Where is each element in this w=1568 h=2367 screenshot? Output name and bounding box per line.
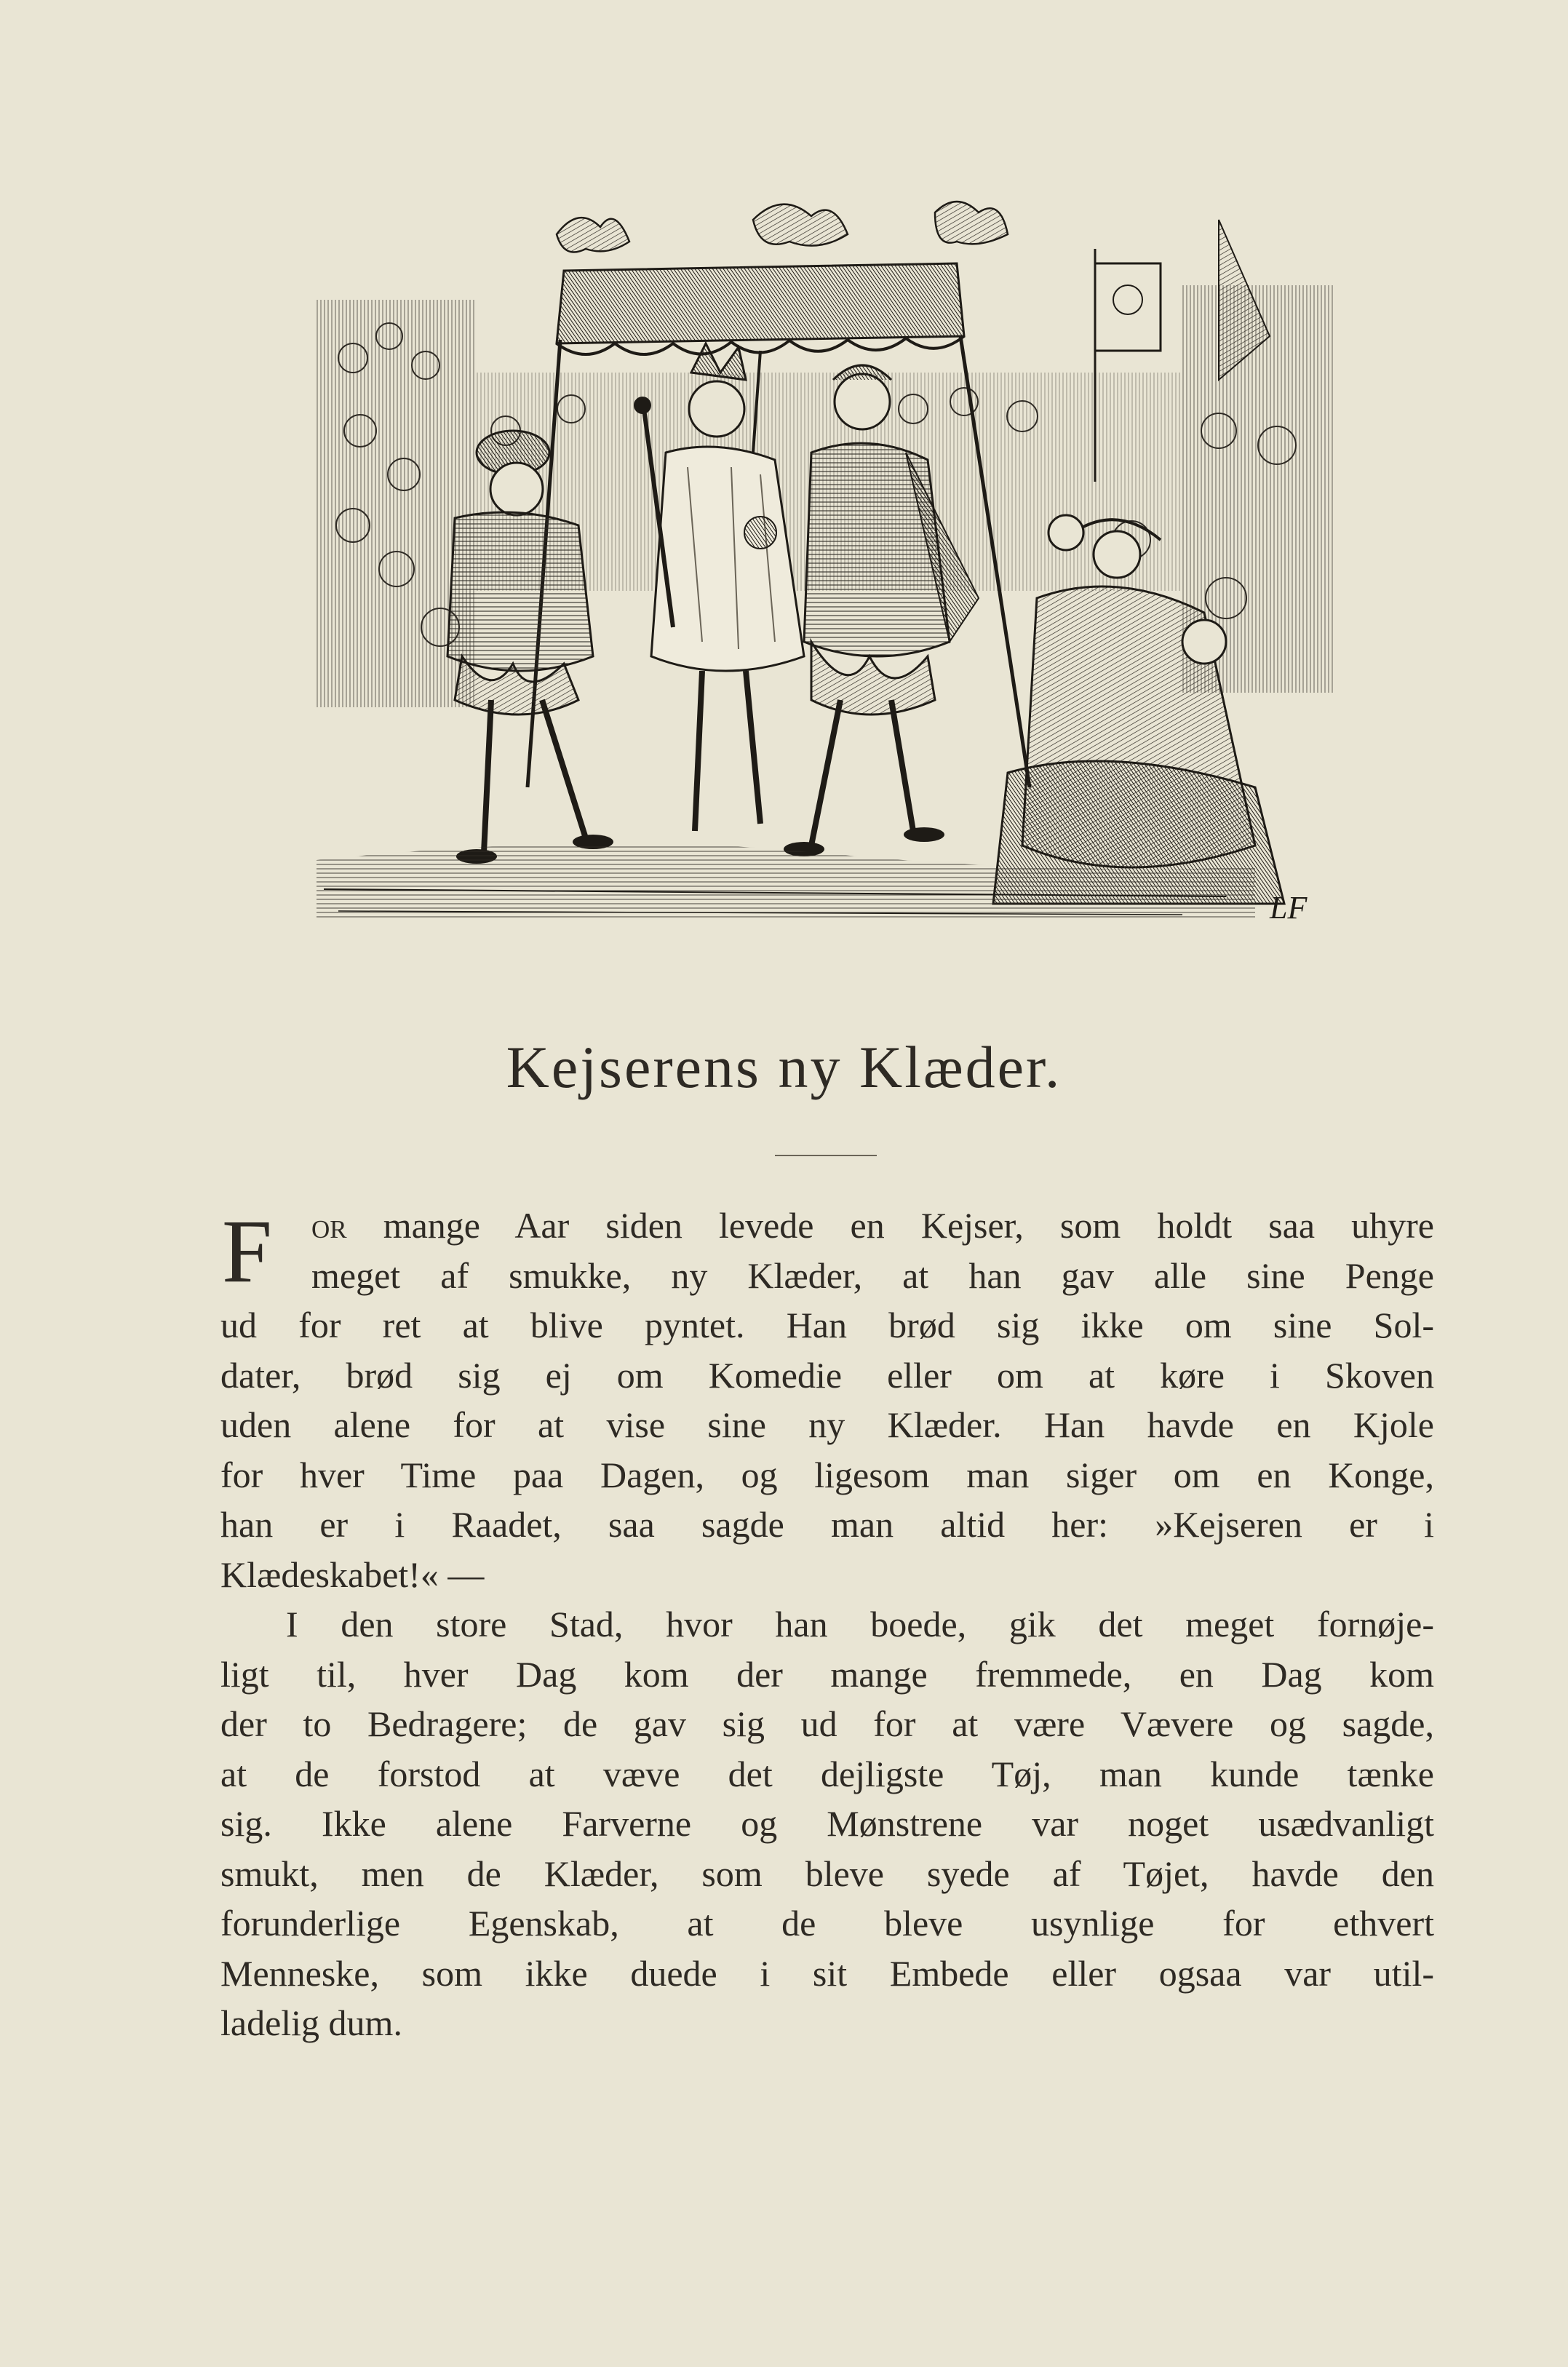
text-line: dater, brød sig ej om Komedie eller om at køre i Skoven xyxy=(220,1354,1434,1396)
illustrator-signature: LF xyxy=(1270,890,1308,926)
text-line: ud for ret at blive pyntet. Han brød sig ikke om sine Sol- xyxy=(220,1305,1434,1345)
text-line: at de forstod at væve det dejligste Tøj, man kunde tænke xyxy=(220,1753,1434,1794)
text-line: I den store Stad, hvor han boede, gik det meget fornøje- xyxy=(286,1604,1434,1644)
text-line: forunderlige Egenskab, at de bleve usynlige for ethvert xyxy=(220,1903,1434,1944)
story-body xyxy=(220,1201,1434,2048)
story-title: Kejserens ny Klæder. xyxy=(506,1034,1062,1100)
first-word-rest: or xyxy=(311,1205,347,1246)
text-line: sig. Ikke alene Farverne og Mønstrene var noget usædvanligt xyxy=(220,1803,1434,1844)
text-line: Klædeskabet!« — xyxy=(220,1554,485,1595)
title-divider xyxy=(775,1155,877,1156)
text-line: smukt, men de Klæder, som bleve syede af Tøjet, havde den xyxy=(220,1853,1434,1894)
text-line: Menneske, som ikke duede i sit Embede eller ogsaa var util- xyxy=(220,1952,1434,1994)
drop-cap: F xyxy=(222,1201,272,1301)
text-line: or mange Aar siden levede en Kejser, som holdt saa uhyre xyxy=(311,1205,1435,1246)
text-line: ligt til, hver Dag kom der mange fremmede, en Dag kom xyxy=(220,1653,1434,1695)
procession-illustration xyxy=(309,191,1342,933)
text-line: meget af smukke, ny Klæder, at han gav alle sine Penge xyxy=(311,1254,1434,1296)
text-line: der to Bedragere; de gav sig ud for at være Vævere og sagde, xyxy=(220,1703,1434,1744)
text-line: ladelig dum. xyxy=(220,2002,402,2043)
text-line: han er i Raadet, saa sagde man altid her: »Kejseren er i xyxy=(220,1504,1434,1545)
text-line: uden alene for at vise sine ny Klæder. Han havde en Kjole xyxy=(220,1404,1434,1445)
text-line: for hver Time paa Dagen, og ligesom man siger om en Konge, xyxy=(220,1454,1434,1495)
